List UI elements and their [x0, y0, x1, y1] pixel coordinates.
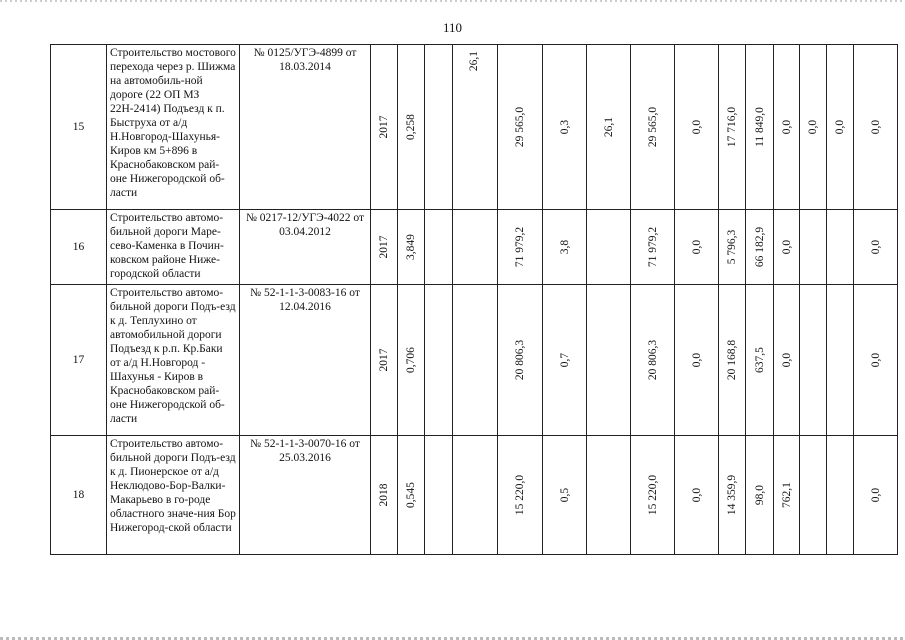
col4-cell: [453, 210, 498, 285]
col12-value: 0,0: [780, 239, 793, 255]
col9-value: 0,0: [690, 352, 703, 368]
table-row: [51, 45, 898, 210]
col12-value: 0,0: [780, 352, 793, 368]
year-cell: [371, 210, 398, 285]
col14-cell: [827, 285, 854, 436]
col12-cell: [774, 285, 800, 436]
cost-cell: [498, 45, 543, 210]
col7-value: 26,1: [602, 116, 615, 138]
col10-value: 14 359,9: [726, 474, 738, 516]
col10-value: 17 716,0: [726, 106, 738, 148]
cost-cell: [498, 436, 543, 555]
col15-cell: [854, 45, 898, 210]
year-cell: [371, 285, 398, 436]
col8-value: 20 806,3: [646, 339, 659, 381]
col8-value: 15 220,0: [646, 474, 659, 516]
col8-cell: [631, 285, 675, 436]
col10-cell: [719, 210, 746, 285]
length-value: 0,706: [405, 347, 417, 373]
expertise-doc: № 0217-12/УГЭ-4022 от 03.04.2012: [240, 210, 371, 285]
col12-cell: [774, 210, 800, 285]
length-value: 0,545: [405, 482, 417, 508]
col12-value: 762,1: [780, 482, 793, 508]
col13-cell: [800, 436, 827, 555]
col9-cell: [675, 45, 719, 210]
year-value: 2018: [378, 483, 390, 507]
table-row: [51, 210, 898, 285]
col14-cell: [827, 436, 854, 555]
col11-cell: [746, 210, 774, 285]
row-number: 15: [51, 45, 107, 210]
objects-table: [50, 44, 898, 555]
object-name: Строительство автомо-бильной дороги Подъ-езд к д. Теплухино от автомобильной дороги Подъезд к р.п. Кр.Баки от а/д Н.Новгород - Шахунья - Киров в Краснобаковском рай-оне Нижегородской об-ласти: [107, 285, 240, 436]
expertise-doc: № 0125/УГЭ-4899 от 18.03.2014: [240, 45, 371, 210]
col13-cell: [800, 210, 827, 285]
cost-cell: [498, 210, 543, 285]
col6-cell: [543, 285, 587, 436]
col9-value: 0,0: [690, 119, 703, 135]
expertise-doc: № 52-1-1-3-0083-16 от 12.04.2016: [240, 285, 371, 436]
cost-value: 15 220,0: [514, 474, 526, 516]
object-name: Строительство автомо-бильной дороги Подъ-езд к д. Пионерское от а/д Неклюдово-Бор-Валки-Макарьево в го-роде областного значе-ния Бор Нижегород-ской области: [107, 436, 240, 555]
table-row: [51, 436, 898, 555]
length-value: 3,849: [405, 234, 417, 260]
length-cell: [398, 285, 425, 436]
col14-cell: [827, 210, 854, 285]
col15-value: 0,0: [869, 239, 882, 255]
col14-value: 0,0: [834, 119, 846, 135]
col14-cell: [827, 45, 854, 210]
col15-cell: [854, 285, 898, 436]
col6-value: 0,5: [558, 487, 571, 503]
col13-value: 0,0: [807, 119, 819, 135]
col11-value: 98,0: [753, 484, 766, 506]
year-value: 2017: [378, 235, 390, 259]
col15-value: 0,0: [869, 487, 882, 503]
col8-cell: [631, 210, 675, 285]
col3-cell: [425, 436, 453, 555]
year-value: 2017: [378, 348, 390, 372]
col11-cell: [746, 45, 774, 210]
col7-cell: [587, 210, 631, 285]
col10-cell: [719, 45, 746, 210]
col15-value: 0,0: [869, 119, 882, 135]
col13-cell: [800, 45, 827, 210]
expertise-doc: № 52-1-1-3-0070-16 от 25.03.2016: [240, 436, 371, 555]
col12-value: 0,0: [780, 119, 793, 135]
col6-cell: [543, 436, 587, 555]
col4-cell: [453, 436, 498, 555]
col8-value: 71 979,2: [646, 226, 659, 268]
col9-value: 0,0: [690, 487, 703, 503]
col10-cell: [719, 285, 746, 436]
col8-value: 29 565,0: [646, 106, 659, 148]
col13-cell: [800, 285, 827, 436]
col4-cell: [453, 285, 498, 436]
row-number: 17: [51, 285, 107, 436]
col15-value: 0,0: [869, 352, 882, 368]
col6-cell: [543, 45, 587, 210]
cost-cell: [498, 285, 543, 436]
col9-value: 0,0: [690, 239, 703, 255]
col11-cell: [746, 285, 774, 436]
object-name: Строительство автомо-бильной дороги Маре-сево-Каменка в Почин-ковском районе Ниже-городской области: [107, 210, 240, 285]
year-value: 2017: [378, 115, 390, 139]
col9-cell: [675, 210, 719, 285]
length-cell: [398, 45, 425, 210]
year-cell: [371, 436, 398, 555]
col12-cell: [774, 45, 800, 210]
col12-cell: [774, 436, 800, 555]
col6-value: 0,7: [558, 352, 571, 368]
col15-cell: [854, 210, 898, 285]
col8-cell: [631, 436, 675, 555]
length-cell: [398, 436, 425, 555]
col9-cell: [675, 285, 719, 436]
col9-cell: [675, 436, 719, 555]
col11-value: 637,5: [753, 347, 766, 373]
col7-cell: [587, 45, 631, 210]
col15-cell: [854, 436, 898, 555]
object-name: Строительство мостового перехода через р. Шижма на автомобиль-ной дороге (22 ОП МЗ 22Н-2414) Подъезд к п. Быструха от а/д Н.Новгород-Шахунья-Киров км 5+896 в Краснобаковском рай-оне Нижегородской об-ласти: [107, 45, 240, 210]
col11-cell: [746, 436, 774, 555]
col8-cell: [631, 45, 675, 210]
row-number: 18: [51, 436, 107, 555]
col6-value: 0,3: [558, 119, 571, 135]
row-number: 16: [51, 210, 107, 285]
scan-edge-top: [0, 0, 905, 2]
col11-value: 11 849,0: [753, 107, 766, 147]
cost-value: 71 979,2: [514, 226, 526, 268]
col3-cell: [425, 210, 453, 285]
col6-value: 3,8: [558, 239, 571, 255]
col3-cell: 26,1: [425, 45, 453, 210]
col6-cell: [543, 210, 587, 285]
length-cell: [398, 210, 425, 285]
col10-cell: [719, 436, 746, 555]
col10-value: 20 168,8: [726, 339, 738, 381]
cost-value: 29 565,0: [514, 106, 526, 148]
length-value: 0,258: [405, 114, 417, 140]
year-cell: [371, 45, 398, 210]
col10-value: 5 796,3: [726, 229, 738, 265]
table-row: [51, 285, 898, 436]
col7-cell: [587, 285, 631, 436]
cost-value: 20 806,3: [514, 339, 526, 381]
col11-value: 66 182,9: [753, 226, 766, 268]
col3-cell: [425, 285, 453, 436]
col7-cell: [587, 436, 631, 555]
page-number: 110: [442, 20, 463, 35]
